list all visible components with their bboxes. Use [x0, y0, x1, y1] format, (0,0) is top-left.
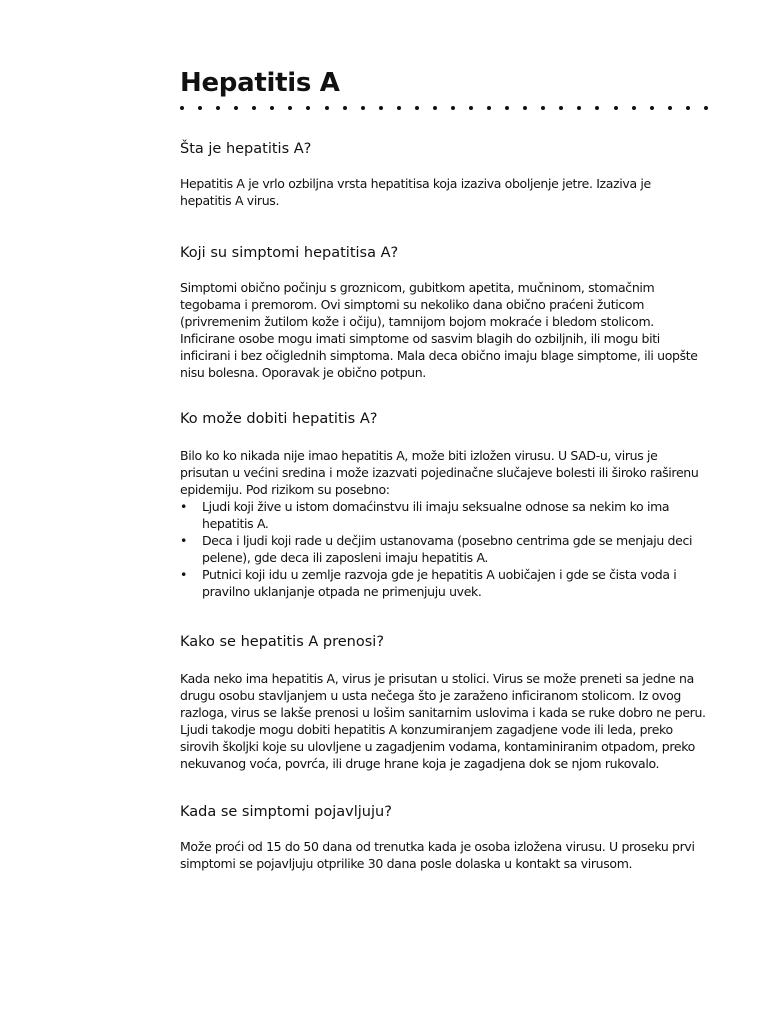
- bullet-marker: •: [180, 533, 188, 548]
- divider-dot: [270, 106, 274, 110]
- section-paragraph-who-can-get: [180, 447, 710, 498]
- divider-dot: [487, 106, 491, 110]
- paragraph-line: Simptomi obično počinju s groznicom, gubitkom apetita, mučninom, stomačnim: [180, 280, 655, 295]
- section-heading-symptoms: Koji su simptomi hepatitisa A?: [180, 245, 399, 261]
- section-heading-who-can-get: Ko može dobiti hepatitis A?: [180, 411, 378, 427]
- divider-dot: [704, 106, 708, 110]
- divider-dot: [415, 106, 419, 110]
- section-paragraph-what-is: [180, 175, 710, 209]
- divider-dot: [559, 106, 563, 110]
- paragraph-line: Hepatitis A je vrlo ozbiljna vrsta hepatitisa koja izaziva oboljenje jetre. Izaziva je: [180, 176, 651, 191]
- divider-dot: [595, 106, 599, 110]
- section-paragraph-onset: [180, 838, 710, 872]
- divider-dot: [306, 106, 310, 110]
- paragraph-line: (privremenim žutilom kože i očiju), tamnijom bojom mokraće i bledom stolicom.: [180, 314, 654, 329]
- list-item-line: pravilno uklanjanje otpada ne primenjuju uvek.: [202, 584, 482, 599]
- paragraph-line: sirovih školjki koje su ulovljene u zagadjenim vodama, kontaminiranim otpadom, preko: [180, 739, 695, 754]
- paragraph-line: Kada neko ima hepatitis A, virus je prisutan u stolici. Virus se može preneti sa jedne na: [180, 671, 694, 686]
- divider-dot: [433, 106, 437, 110]
- paragraph-line: Može proći od 15 do 50 dana od trenutka kada je osoba izložena virusu. U proseku prvi: [180, 839, 695, 854]
- list-item: [180, 532, 710, 566]
- divider-dot: [650, 106, 654, 110]
- list-item: [180, 566, 710, 600]
- page-title: Hepatitis A: [180, 68, 340, 98]
- section-heading-transmission: Kako se hepatitis A prenosi?: [180, 634, 385, 650]
- divider-dot: [397, 106, 401, 110]
- document-page: [180, 66, 710, 872]
- paragraph-line: epidemiju. Pod rizikom su posebno:: [180, 482, 390, 497]
- divider-dot: [469, 106, 473, 110]
- section-heading-what-is: Šta je hepatitis A?: [180, 141, 312, 157]
- divider-dot: [198, 106, 202, 110]
- divider-dot: [577, 106, 581, 110]
- paragraph-line: prisutan u većini sredina i može izazvati pojedinačne slučajeve bolesti ili široko raširenu: [180, 465, 699, 480]
- divider-dot: [180, 106, 184, 110]
- divider-dot: [288, 106, 292, 110]
- list-item: [180, 498, 710, 532]
- section-paragraph-transmission: [180, 670, 710, 772]
- divider-dot: [216, 106, 220, 110]
- divider-dot: [505, 106, 509, 110]
- list-item-line: hepatitis A.: [202, 516, 269, 531]
- section-heading-onset: Kada se simptomi pojavljuju?: [180, 804, 392, 820]
- divider-dot: [343, 106, 347, 110]
- paragraph-line: Bilo ko ko nikada nije imao hepatitis A, može biti izložen virusu. U SAD-u, virus je: [180, 448, 658, 463]
- divider-dot: [451, 106, 455, 110]
- paragraph-line: tegobama i premorom. Ovi simptomi su nekoliko dana obično praćeni žuticom: [180, 297, 645, 312]
- list-item-line: Putnici koji idu u zemlje razvoja gde je hepatitis A uobičajen i gde se čista voda i: [202, 567, 677, 582]
- paragraph-line: razloga, virus se lakše prenosi u lošim sanitarnim uslovima i kada se ruke dobro ne peru.: [180, 705, 706, 720]
- bullet-marker: •: [180, 499, 188, 514]
- paragraph-line: nekuvanog voća, povrća, ili druge hrane koja je zagadjena dok se njom rukovalo.: [180, 756, 660, 771]
- paragraph-line: drugu osobu stavljanjem u usta nečega što je zaraženo inficiranom stolicom. Iz ovog: [180, 688, 681, 703]
- divider-dot: [234, 106, 238, 110]
- paragraph-line: simptomi se pojavljuju otprilike 30 dana posle dolaska u kontakt sa virusom.: [180, 856, 633, 871]
- list-item-line: Deca i ljudi koji rade u dečjim ustanovama (posebno centrima gde se menjaju deci: [202, 533, 693, 548]
- list-item-line: pelene), gde deca ili zaposleni imaju hepatitis A.: [202, 550, 489, 565]
- section-paragraph-symptoms: [180, 279, 710, 381]
- risk-group-list: [180, 498, 710, 600]
- divider-dot: [668, 106, 672, 110]
- divider-dot: [614, 106, 618, 110]
- bullet-marker: •: [180, 567, 188, 582]
- paragraph-line: Ljudi takodje mogu dobiti hepatitis A konzumiranjem zagadjene vode ili leda, preko: [180, 722, 673, 737]
- paragraph-line: inficirani i bez očiglednih simptoma. Mala deca obično imaju blage simptome, ili uopšte: [180, 348, 698, 363]
- divider-dot: [541, 106, 545, 110]
- paragraph-line: Inficirane osobe mogu imati simptome od sasvim blagih do ozbiljnih, ili mogu biti: [180, 331, 660, 346]
- divider-dot: [325, 106, 329, 110]
- divider-dot: [523, 106, 527, 110]
- divider-dot: [379, 106, 383, 110]
- divider-dot: [632, 106, 636, 110]
- divider-dot: [686, 106, 690, 110]
- dotted-divider: [180, 104, 708, 112]
- divider-dot: [252, 106, 256, 110]
- divider-dot: [361, 106, 365, 110]
- list-item-line: Ljudi koji žive u istom domaćinstvu ili imaju seksualne odnose sa nekim ko ima: [202, 499, 670, 514]
- paragraph-line: nisu bolesna. Oporavak je obično potpun.: [180, 365, 426, 380]
- paragraph-line: hepatitis A virus.: [180, 193, 280, 208]
